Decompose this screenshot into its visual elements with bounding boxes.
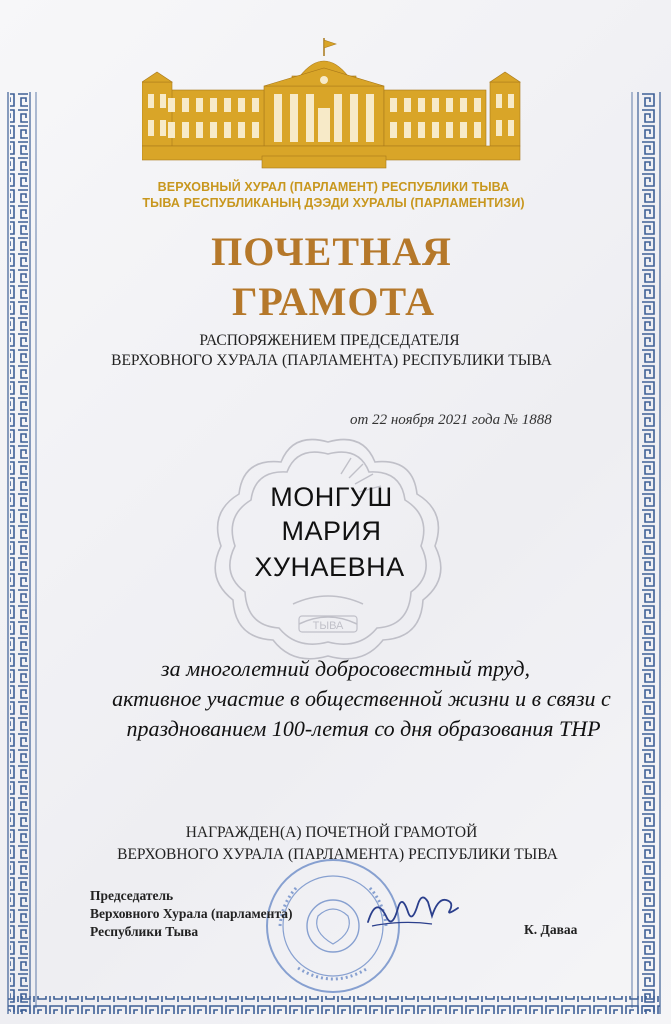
- awarded-statement-line1: НАГРАЖДЕН(А) ПОЧЕТНОЙ ГРАМОТОЙ: [185, 824, 478, 841]
- award-reason-line1: за многолетний добросовестный труд,: [160, 656, 531, 681]
- document-title-line1: ПОЧЕТНАЯ: [211, 229, 452, 274]
- tuva-emblem-watermark: [203, 428, 453, 668]
- recipient-patronymic: ХУНАЕВНА: [254, 552, 405, 582]
- decree-date-number: от 22 ноября 2021 года № 1888: [350, 412, 552, 428]
- signatory-title-line2: Верховного Хурала (парламента): [90, 906, 293, 921]
- award-reason-line2: активное участие в общественной жизни и в связи с: [112, 686, 611, 711]
- recipient-surname: МОНГУШ: [270, 482, 393, 512]
- award-reason-line3: празднованием 100-летия со дня образования ТНР: [126, 716, 601, 741]
- signatory-title-line3: Республики Тыва: [90, 924, 199, 939]
- recipient-first-name: МАРИЯ: [281, 516, 382, 546]
- awarded-statement-line2: ВЕРХОВНОГО ХУРАЛА (ПАРЛАМЕНТА) РЕСПУБЛИКИ ТЫВА: [117, 846, 558, 863]
- emblem-text: ТЫВА: [312, 620, 344, 632]
- signatory-name: К. Даваа: [524, 922, 578, 937]
- organization-name-russian: ВЕРХОВНЫЙ ХУРАЛ (ПАРЛАМЕНТ) РЕСПУБЛИКИ ТЫВА: [157, 180, 510, 194]
- handwritten-signature: [362, 886, 464, 936]
- document-title-line2: ГРАМОТА: [231, 279, 436, 324]
- decree-line2: ВЕРХОВНОГО ХУРАЛА (ПАРЛАМЕНТА) РЕСПУБЛИКИ ТЫВА: [111, 352, 552, 369]
- signatory-title-line1: Председатель: [90, 888, 174, 903]
- parliament-building-emblem: [142, 38, 534, 172]
- decree-line1: РАСПОРЯЖЕНИЕМ ПРЕДСЕДАТЕЛЯ: [199, 332, 460, 349]
- organization-name-tuvan: ТЫВА РЕСПУБЛИКАНЫҢ ДЭЭДИ ХУРАЛЫ (ПАРЛАМЕНТИЗИ): [142, 196, 525, 210]
